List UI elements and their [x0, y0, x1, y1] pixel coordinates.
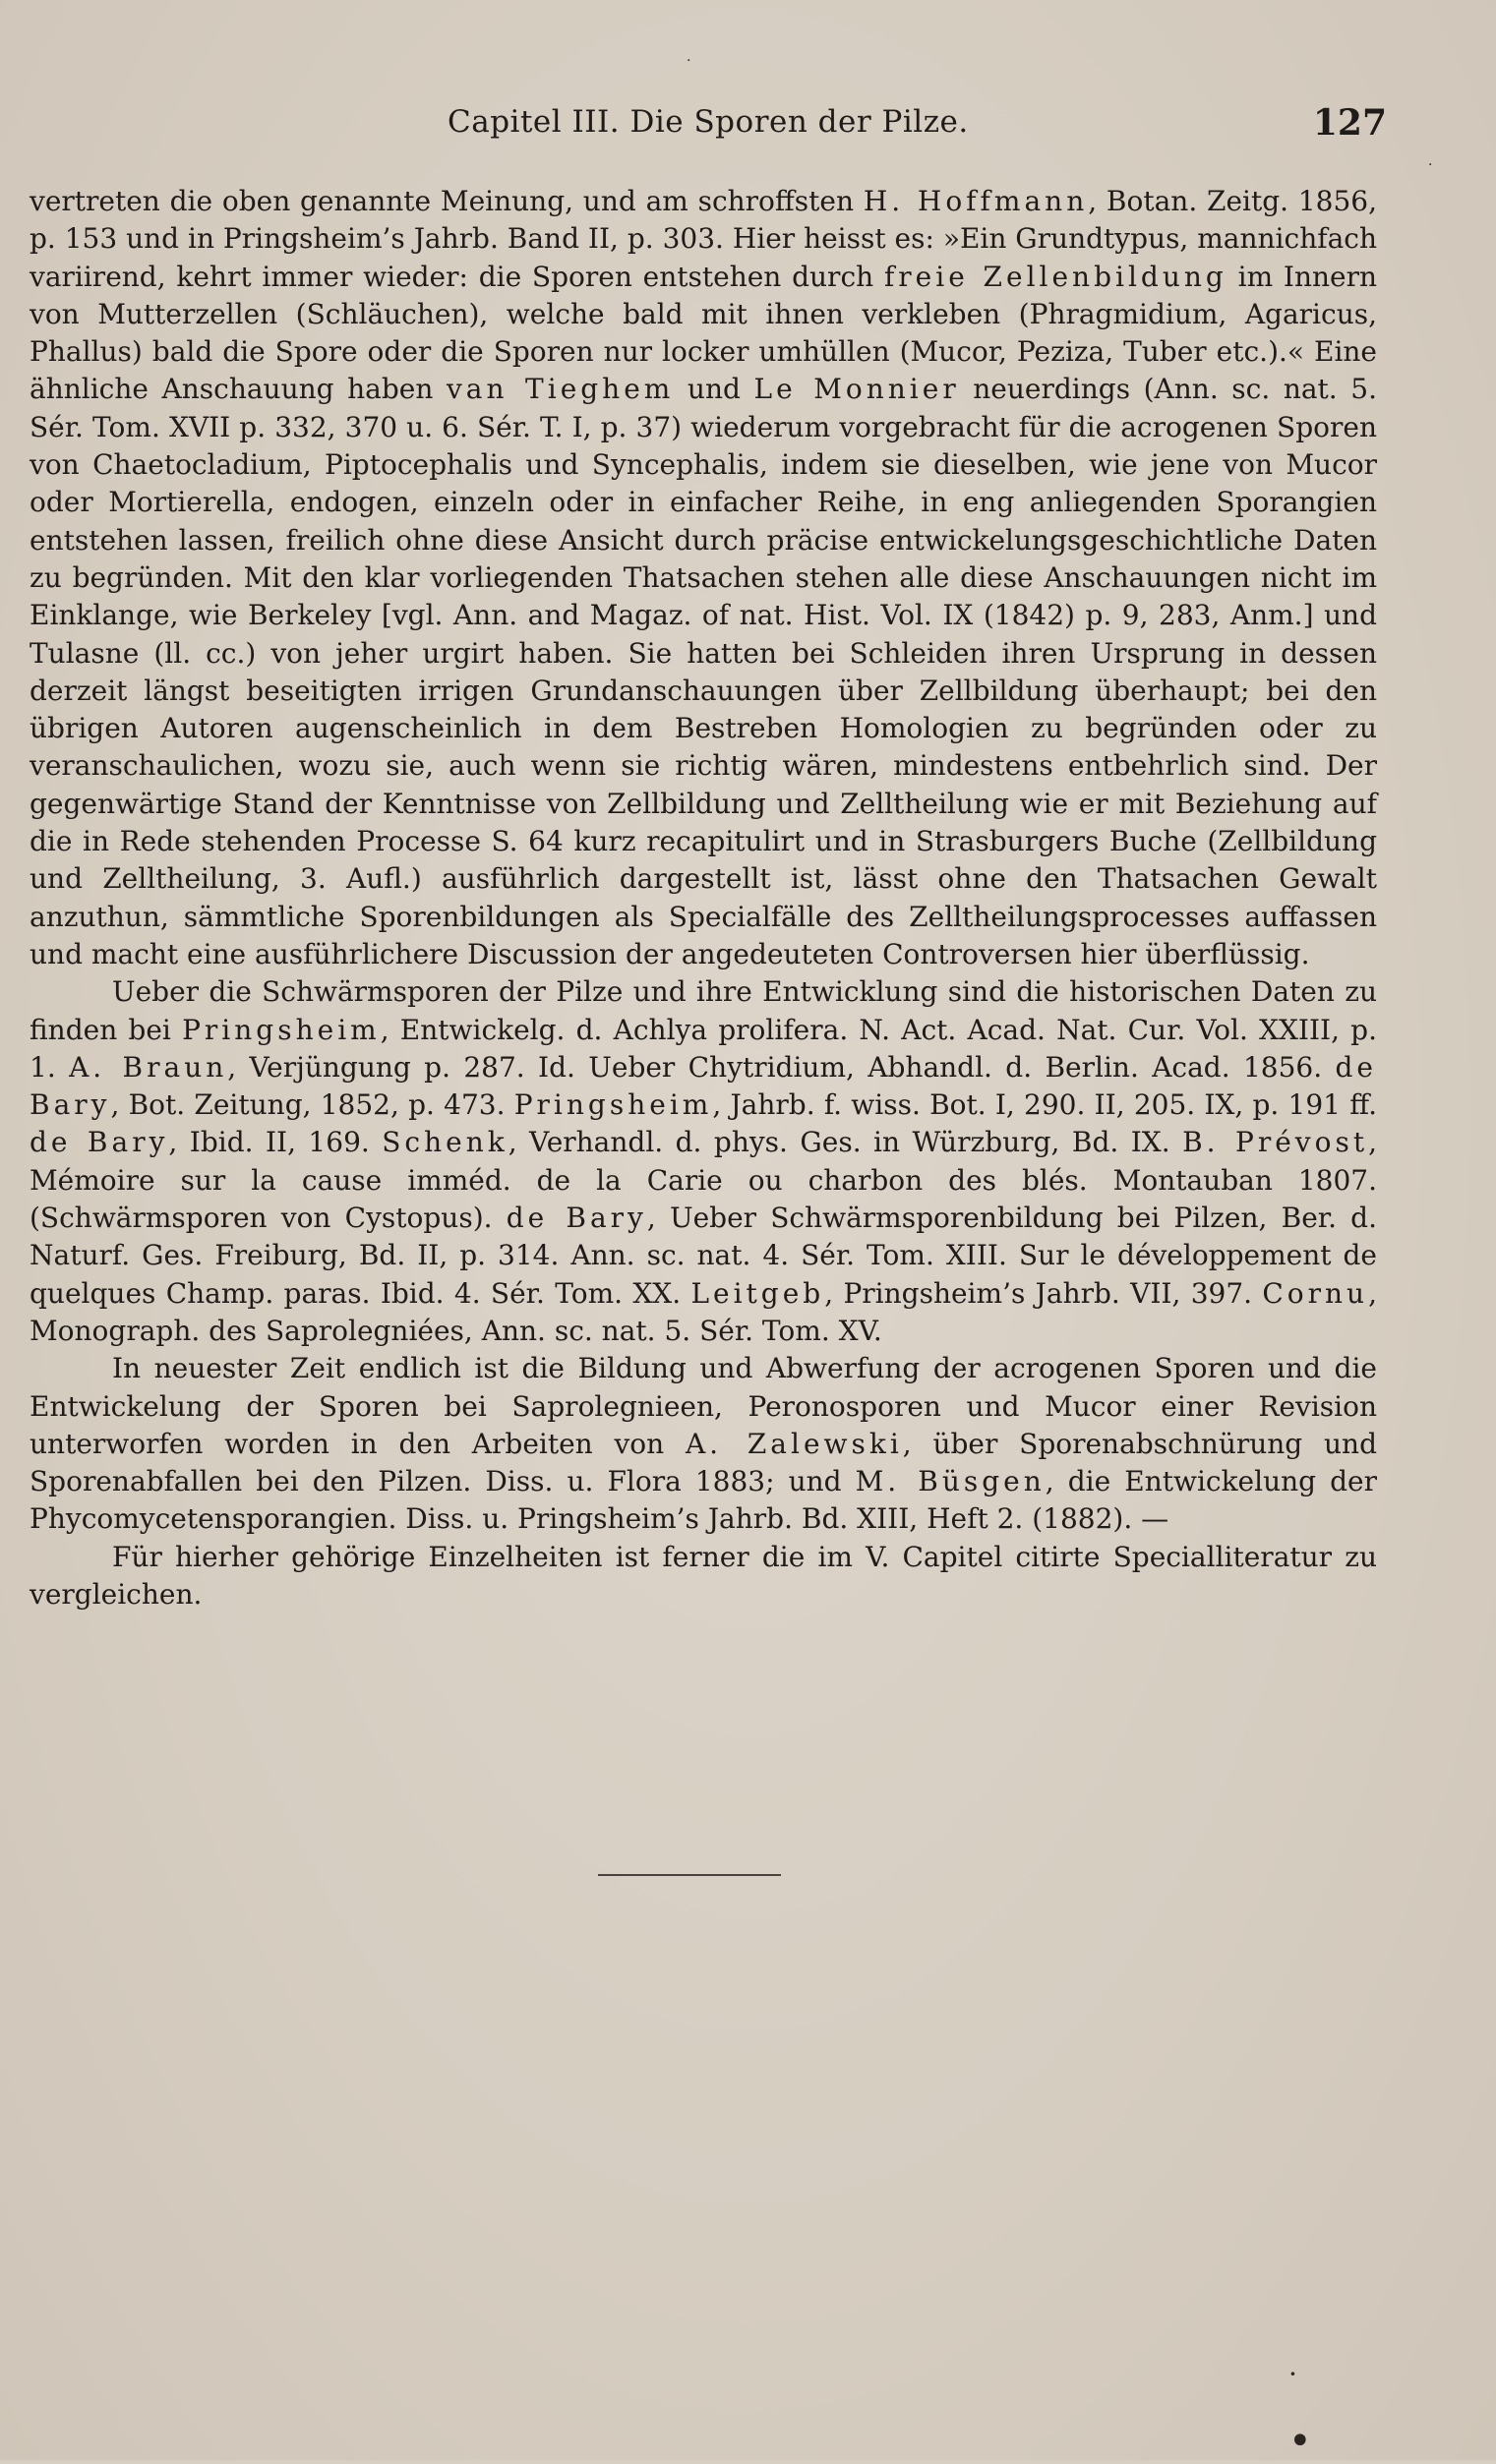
spaced-author-name: de Bary [30, 1050, 1377, 1122]
text-run: , Verhandl. d. phys. Ges. in Würzburg, Bd. IX. [508, 1126, 1183, 1159]
text-run: vertreten die oben genannte Meinung, und am schroffsten [30, 185, 864, 217]
print-speck: · [1288, 2358, 1297, 2390]
print-speck: · [687, 53, 691, 69]
text-run: und [674, 373, 754, 406]
text-run: , Bot. Zeitung, 1852, p. 473. [110, 1088, 514, 1122]
spaced-author-name: Schenk [382, 1126, 509, 1159]
text-run: im Innern von Mutterzellen (Schläuchen), welche bald mit ihnen verkleben (Phragmidium, Agaricus, Phallus) bald die Spore oder die Sporen nur locker umhüllen (Mucor, Peziza, Tuber etc.).« Eine ähnliche Anschauung haben [30, 260, 1378, 406]
text-run: , Jahrb. f. wiss. Bot. I, 290. II, 205. IX, p. 191 ff. [712, 1088, 1377, 1122]
text-run: , Botan. Zeitg. 1856, p. 153 und in Pringsheim’s Jahrb. Band II, p. 303. Hier heisst es: »Ein Grundtypus, mannichfach variirend, kehrt immer wieder: die Sporen entstehen durch [30, 185, 1377, 293]
paragraph-4 [30, 1539, 1377, 1614]
paragraph-2 [30, 973, 1377, 1350]
spaced-author-name: Leitgeb [690, 1276, 825, 1310]
spaced-author-name: Le Monnier [753, 373, 960, 406]
spaced-author-name: A. Zalewski [685, 1427, 903, 1460]
paragraph-3 [30, 1350, 1377, 1538]
paragraph-1 [30, 183, 1377, 973]
text-run: In neuester Zeit endlich ist die Bildung und Abwerfung der acrogenen Sporen und die Entwickelung der Sporen bei Saprolegnieen, Peronosporen und Mucor einer Revision unterworfen worden in den Arbeiten von [30, 1352, 1377, 1460]
spaced-author-name: de Bary [30, 1126, 169, 1159]
chapter-title: Capitel III. Die Sporen der Pilze. [448, 104, 969, 140]
text-run: , Pringsheim’s Jahrb. VII, 397. [824, 1276, 1263, 1310]
spaced-author-name: A. Braun [69, 1050, 228, 1084]
running-header [39, 98, 1387, 157]
spaced-author-name: Cornu [1262, 1276, 1369, 1310]
text-run: , Monograph. des Saprolegniées, Ann. sc. nat. 5. Sér. Tom. XV. [30, 1276, 1377, 1347]
text-body [30, 183, 1377, 1613]
page-number: 127 [1312, 102, 1387, 144]
spaced-author-name: M. Büsgen [855, 1465, 1046, 1498]
print-speck: • [1288, 2419, 1312, 2464]
spaced-author-name: Pringsheim [182, 1013, 381, 1046]
text-run: neuerdings (Ann. sc. nat. 5. Sér. Tom. XVII p. 332, 370 u. 6. Sér. T. I, p. 37) wiederum vorgebracht für die acrogenen Sporen von Chaetocladium, Piptocephalis und Syncephalis, indem sie dieselben, wie jene von Mucor oder Mortierella, endogen, einzeln oder in einfacher Reihe, in eng anliegenden Sporangien entstehen lassen, freilich ohne diese Ansicht durch präcise entwickelungsgeschichtliche Daten zu begründen. Mit den klar vorliegenden Thatsachen stehen alle diese Anschauungen nicht im Einklange, wie Berkeley [vgl. Ann. and Magaz. of nat. Hist. Vol. IX (1842) p. 9, 283, Anm.] und Tulasne (ll. cc.) von jeher urgirt haben. Sie hatten bei Schleiden ihren Ursprung in dessen derzeit längst beseitigten irrigen Grundanschauungen über Zellbildung überhaupt; bei den übrigen Autoren augenscheinlich in dem Bestreben Homologien zu begründen oder zu veranschaulichen, wozu sie, auch wenn sie richtig wären, mindestens entbehrlich sind. Der gegenwärtige Stand der Kenntnisse von Zellbildung und Zelltheilung wie er mit Beziehung auf die in Rede stehenden Processe S. 64 kurz recapitulirt und in Strasburgers Buche (Zellbildung und Zelltheilung, 3. Aufl.) ausführlich dargestellt ist, lässt ohne den Thatsachen Gewalt anzuthun, sämmtliche Sporenbildungen als Specialfälle des Zelltheilungsprocesses auffassen und macht eine ausführlichere Discussion der angedeuteten Controversen hier überflüssig. [30, 373, 1377, 970]
section-end-rule [598, 1874, 781, 1876]
text-run: , die Entwickelung der Phycomycetensporangien. Diss. u. Pringsheim’s Jahrb. Bd. XIII, Heft 2. (1882). — [30, 1465, 1377, 1536]
text-run: , Mémoire sur la cause imméd. de la Carie ou charbon des blés. Montauban 1807. (Schwärmsporen von Cystopus). [30, 1126, 1377, 1235]
spaced-author-name: H. Hoffmann [863, 185, 1089, 217]
text-run: Ueber die Schwärmsporen der Pilze und ihre Entwicklung sind die historischen Daten zu finden bei [30, 975, 1377, 1046]
text-run: , Entwickelg. d. Achlya prolifera. N. Act. Acad. Nat. Cur. Vol. XXIII, p. 1. [30, 1013, 1377, 1084]
spaced-emphasis: freie Zellenbildung [883, 260, 1227, 293]
spaced-author-name: de Bary [506, 1202, 647, 1235]
spaced-author-name: B. Prévost [1182, 1126, 1369, 1159]
text-run: , Verjüngung p. 287. Id. Ueber Chytridium, Abhandl. d. Berlin. Acad. 1856. [227, 1050, 1336, 1084]
print-speck: · [1428, 157, 1433, 173]
text-run: , Ibid. II, 169. [168, 1126, 383, 1159]
text-run: , über Sporenabschnürung und Sporenabfallen bei den Pilzen. Diss. u. Flora 1883; und [30, 1427, 1377, 1498]
text-run: , Ueber Schwärmsporenbildung bei Pilzen, Ber. d. Naturf. Ges. Freiburg, Bd. II, p. 314. Ann. sc. nat. 4. Sér. Tom. XIII. Sur le développement de quelques Champ. paras. Ibid. 4. Sér. Tom. XX. [30, 1202, 1377, 1310]
text-run: Für hierher gehörige Einzelheiten ist ferner die im V. Capitel citirte Specialliteratur zu vergleichen. [30, 1540, 1377, 1611]
spaced-author-name: van Tieghem [446, 373, 675, 406]
spaced-author-name: Pringsheim [513, 1088, 713, 1122]
